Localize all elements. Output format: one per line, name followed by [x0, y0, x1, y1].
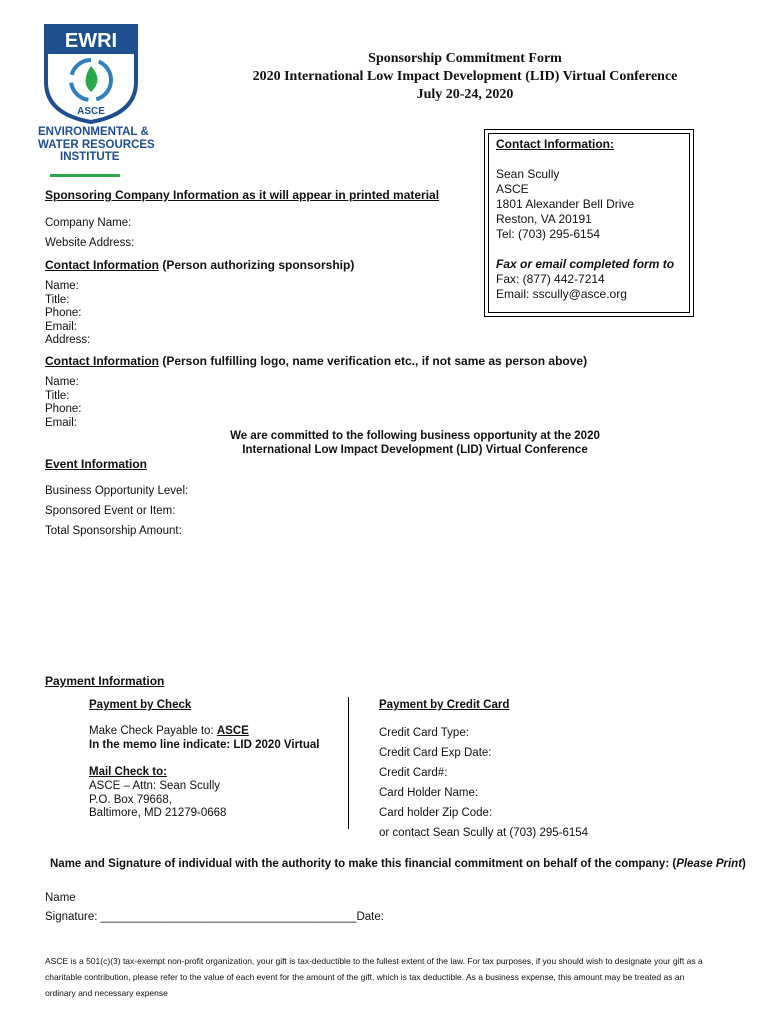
- check-memo: In the memo line indicate: LID 2020 Virtual: [89, 739, 320, 751]
- commitment-line: International Low Impact Development (LID) Virtual Conference: [242, 444, 588, 456]
- field-label: Email:: [45, 320, 77, 333]
- field-label: Title:: [45, 389, 70, 402]
- footer-line: ASCE is a 501(c)(3) tax-exempt non-profit organization, your gift is tax-deductible to the fullest extent of the law. For tax purposes, if you should wish to designate your gift as a: [45, 956, 703, 966]
- logo-name-line: ENVIRONMENTAL &: [38, 126, 149, 138]
- heading-rest: (Person authorizing sponsorship): [159, 258, 355, 272]
- mail-check-heading: Mail Check to:: [89, 766, 167, 778]
- name-label: Name: [45, 892, 76, 904]
- heading-underlined: Contact Information: [45, 258, 159, 272]
- title-dates: July 20-24, 2020: [416, 87, 514, 102]
- authorizing-contact-heading: [45, 258, 354, 272]
- title-line: Sponsorship Commitment Form: [368, 51, 562, 66]
- payable-name: ASCE: [216, 725, 249, 737]
- address-line: P.O. Box 79668,: [89, 793, 172, 806]
- please-print: Please Print: [676, 858, 743, 870]
- field-label: Name:: [45, 376, 79, 388]
- contact-line: Tel: (703) 295-6154: [496, 227, 601, 241]
- check-payable: [89, 725, 249, 737]
- logo-green-bar: [50, 174, 120, 177]
- payable-prefix: Make Check Payable to:: [89, 725, 217, 737]
- payment-heading: Payment Information: [45, 674, 165, 688]
- logo-name-line: INSTITUTE: [60, 151, 120, 163]
- card-holder-label: Card Holder Name:: [379, 787, 479, 799]
- field-label: Title:: [45, 293, 70, 306]
- field-label: Email:: [45, 416, 77, 429]
- logo-name-line: WATER RESOURCES: [38, 138, 155, 151]
- sponsored-item-label: Sponsored Event or Item:: [45, 505, 176, 517]
- logo-badge: ASCE: [77, 106, 105, 117]
- field-label: Name:: [45, 280, 79, 292]
- signature-heading-text: Name and Signature of individual with the authority to make this financial commitment on behalf of the company: (: [50, 858, 677, 870]
- company-name-label: Company Name:: [45, 217, 132, 229]
- contact-line: Reston, VA 20191: [496, 212, 592, 226]
- fax-heading: Fax or email completed form to: [496, 257, 675, 271]
- credit-card-heading: Payment by Credit Card: [379, 699, 510, 711]
- form-title: [230, 50, 700, 104]
- signature-line: [45, 911, 384, 923]
- tax-footer: [45, 953, 745, 1001]
- business-level-label: Business Opportunity Level:: [45, 485, 189, 497]
- commitment-line: We are committed to the following business opportunity at the 2020: [230, 430, 600, 442]
- website-label: Website Address:: [45, 237, 135, 249]
- contact-line: ASCE: [496, 182, 529, 196]
- field-label: Phone:: [45, 403, 82, 415]
- contact-email[interactable]: Email: sscully@asce.org: [496, 287, 627, 301]
- contact-line: Sean Scully: [496, 167, 560, 181]
- heading-rest: (Person fulfilling logo, name verification etc., if not same as person above): [159, 354, 588, 368]
- signature-heading: [50, 858, 746, 870]
- card-type-label: Credit Card Type:: [379, 727, 469, 739]
- date-label: Date:: [356, 911, 384, 923]
- title-subtitle: 2020 International Low Impact Development (LID) Virtual Conference: [252, 69, 678, 84]
- signature-heading-end: ): [742, 858, 746, 870]
- total-amount-label: Total Sponsorship Amount:: [45, 525, 182, 537]
- contact-box-heading: Contact Information:: [496, 137, 614, 151]
- footer-line: ordinary and necessary expense: [45, 988, 168, 998]
- commitment-statement: [180, 429, 650, 457]
- heading-underlined: Contact Information: [45, 354, 159, 368]
- payment-divider: [348, 697, 349, 829]
- logo-institute-name: [38, 126, 155, 164]
- card-zip-label: Card holder Zip Code:: [379, 807, 493, 819]
- event-heading: Event Information: [45, 457, 148, 471]
- check-heading: Payment by Check: [89, 699, 192, 711]
- sponsoring-heading: Sponsoring Company Information as it will appear in printed material: [45, 188, 440, 202]
- contact-info-box: [484, 129, 694, 317]
- mail-address: [89, 780, 226, 821]
- card-exp-label: Credit Card Exp Date:: [379, 747, 492, 759]
- address-line: Baltimore, MD 21279-0668: [89, 807, 227, 819]
- signature-label: Signature: ________________________________________: [45, 911, 357, 923]
- authorizing-fields: [45, 280, 90, 348]
- fulfilling-contact-heading: [45, 354, 587, 368]
- card-contact-note: or contact Sean Scully at (703) 295-6154: [379, 827, 589, 839]
- field-label: Address:: [45, 334, 91, 346]
- logo-acronym: EWRI: [64, 30, 118, 52]
- fulfilling-fields: [45, 376, 81, 430]
- address-line: ASCE – Attn: Sean Scully: [89, 780, 221, 792]
- fax-number: Fax: (877) 442-7214: [496, 272, 605, 286]
- card-number-label: Credit Card#:: [379, 767, 448, 779]
- contact-line: 1801 Alexander Bell Drive: [496, 197, 635, 211]
- footer-line: charitable contribution, please refer to the value of each event for the amount of the gift, which is tax deductible. As a business expense, this amount may be treated as an: [45, 972, 685, 982]
- field-label: Phone:: [45, 307, 82, 319]
